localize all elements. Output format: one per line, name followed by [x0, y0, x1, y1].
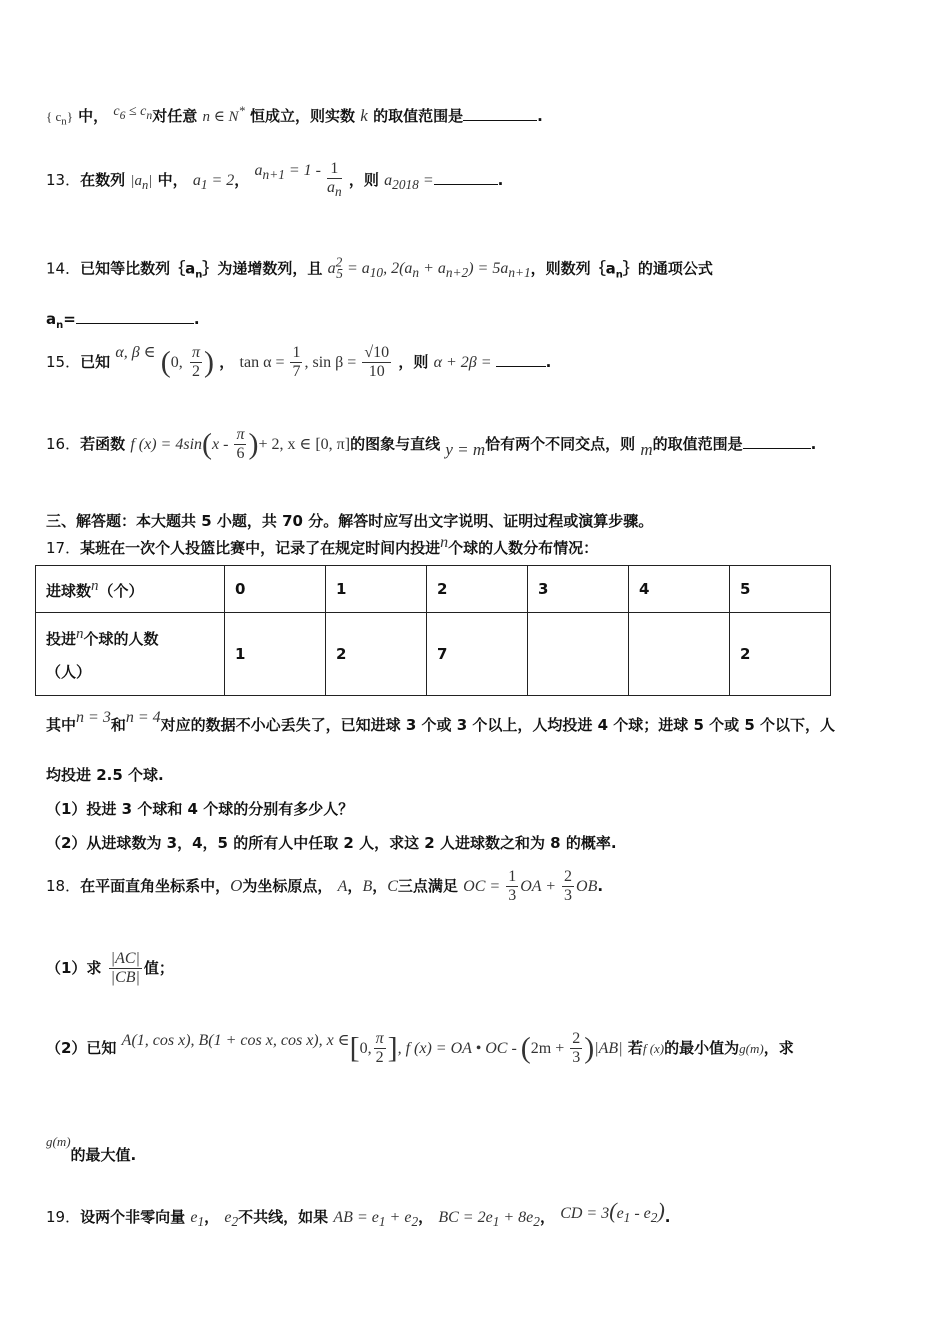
- table-header-goals: 进球数n（个）: [36, 566, 225, 613]
- two-thirds-b: $\frac{2}{3}$: [572, 1030, 581, 1066]
- q17-sub-1: （1）投进 3 个球和 4 个球的分别有多少人？: [46, 800, 354, 818]
- table-cell: 3: [528, 566, 629, 613]
- table-cell: 2: [326, 613, 427, 696]
- q14-answer-line: $a_n=$ .: [46, 310, 200, 331]
- sin-fraction: $\frac{√10}{10}$: [364, 344, 390, 380]
- answer-blank-14: [76, 323, 194, 324]
- q18-sub-1: （1）求 $\frac{|AC|}{|CB|}$ 值；: [46, 950, 174, 986]
- n-in-N: n ∈ N*: [202, 104, 245, 125]
- table-cell: 7: [427, 613, 528, 696]
- recurrence-fraction: $\frac{1}{a_n}$: [327, 160, 342, 200]
- score-distribution-table: [35, 565, 831, 696]
- cd-vector: CD = $3(e_1 - e_2)$: [560, 1198, 665, 1226]
- q17-para-2: 均投进 2.5 个球.: [46, 766, 164, 784]
- a1-eq-2: $a_1 = 2$: [192, 172, 235, 193]
- c6-le-cn: $c_6 \le c_n$: [113, 104, 153, 122]
- q19-line: 19．设两个非零向量 $e_1$， $e_2$不共线，如果 AB = $e_1 + e_2$， BC = $2e_1 + 8e_2$， CD = $3(e_1 - e_2)$.: [46, 1198, 671, 1230]
- c-n-set: { $c_n$}: [46, 109, 73, 128]
- q14-line: 14．已知等比数列$\{a_n\}$为递增数列，且 $a^2_5 = a_{10}$, $2(a_n + a_{n+2}) = 5a_{n+1}$，则数列$\{a_n\}$的通项公式: [46, 255, 713, 281]
- q18-line: 18．在平面直角坐标系中，O为坐标原点， A，B，C三点满足 OC = $\frac{1}{3}$ OA + $\frac{2}{3}$ OB.: [46, 868, 604, 904]
- q15-line: 15．已知 α, β ∈ (0, $\frac{\pi}{2}$ ) ， tan α = $\frac{1}{7}$ , sin β = $\frac{√10}{10}$ ，则 α + 2β = .: [46, 344, 552, 380]
- bc-vector: BC = $2e_1 + 8e_2$: [438, 1209, 540, 1230]
- pi-over-6: $\frac{\pi}{6}$: [236, 426, 245, 462]
- two-thirds: $\frac{2}{3}$: [564, 868, 573, 904]
- q12-tail-line: { $c_n$} 中， $c_6 \le c_n$对任意 n ∈ N* 恒成立，则实数 k 的取值范围是 .: [46, 104, 543, 128]
- pi-over-2-b: $\frac{\pi}{2}$: [375, 1030, 384, 1066]
- q17-intro: 17．某班在一次个人投篮比赛中，记录了在规定时间内投进n个球的人数分布情况：: [46, 534, 599, 557]
- ac-over-cb: $\frac{|AC|}{|CB|}$: [110, 950, 140, 986]
- table-cell: 0: [225, 566, 326, 613]
- answer-blank-15: [496, 366, 546, 367]
- table-cell: 4: [629, 566, 730, 613]
- ab-vector: AB = $e_1 + e_2$: [333, 1209, 419, 1230]
- table-cell: 2: [427, 566, 528, 613]
- q14-condition: $a^2_5 = a_{10}$, $2(a_n + a_{n+2}) = 5a_{n+1}$: [327, 255, 531, 281]
- a2018: $a_{2018}$ =: [384, 172, 434, 193]
- one-third: $\frac{1}{3}$: [508, 868, 517, 904]
- q18-sub-2: （2）已知 A(1, cos x), B(1 + cos x, cos x), x ∈[0, $\frac{\pi}{2}$ ], f (x) = OA • OC - (2m + $\frac{2}{3}$ )|AB| 若f (x)的最小值为g(m)，求: [46, 1030, 794, 1066]
- tan-fraction: $\frac{1}{7}$: [292, 344, 301, 380]
- table-cell: [629, 613, 730, 696]
- q13-line: 13．在数列 $|a_n|$ 中， $a_1 = 2$， $a_{n+1} = 1$ - $\frac{1}{a_n}$ ，则 $a_{2018}$ = .: [46, 160, 504, 200]
- answer-blank-13: [434, 184, 498, 185]
- answer-blank-12: [463, 120, 537, 121]
- table-cell: [528, 613, 629, 696]
- table-cell: 2: [730, 613, 831, 696]
- pi-over-2: $\frac{\pi}{2}$: [192, 344, 201, 380]
- table-cell: 1: [326, 566, 427, 613]
- table-cell: 5: [730, 566, 831, 613]
- q17-para-1: 其中n = 3和n = 4对应的数据不小心丢失了，已知进球 3 个或 3 个以上，人均投进 4 个球；进球 5 个或 5 个以下，人: [46, 709, 836, 734]
- recurrence: $a_{n+1} = 1$ -: [254, 162, 325, 183]
- table-cell: 1: [225, 613, 326, 696]
- table-header-people: 投进n个球的人数 （人）: [36, 613, 225, 696]
- section-3-header: 三、解答题：本大题共 5 小题，共 70 分。解答时应写出文字说明、证明过程或演算步骤。: [46, 512, 654, 530]
- q17-sub-2: （2）从进球数为 3，4，5 的所有人中任取 2 人，求这 2 人进球数之和为 8 的概率.: [46, 834, 617, 852]
- answer-blank-16: [743, 448, 811, 449]
- q16-line: 16．若函数 f (x) = 4sin(x - $\frac{\pi}{6}$ )+ 2, x ∈ [0, π]的图象与直线 y = m恰有两个不同交点，则 m的取值范围是 .: [46, 426, 817, 462]
- q18-sub-2-end: g(m)的最大值.: [46, 1134, 137, 1164]
- seq-an: $|a_n|$: [130, 173, 153, 193]
